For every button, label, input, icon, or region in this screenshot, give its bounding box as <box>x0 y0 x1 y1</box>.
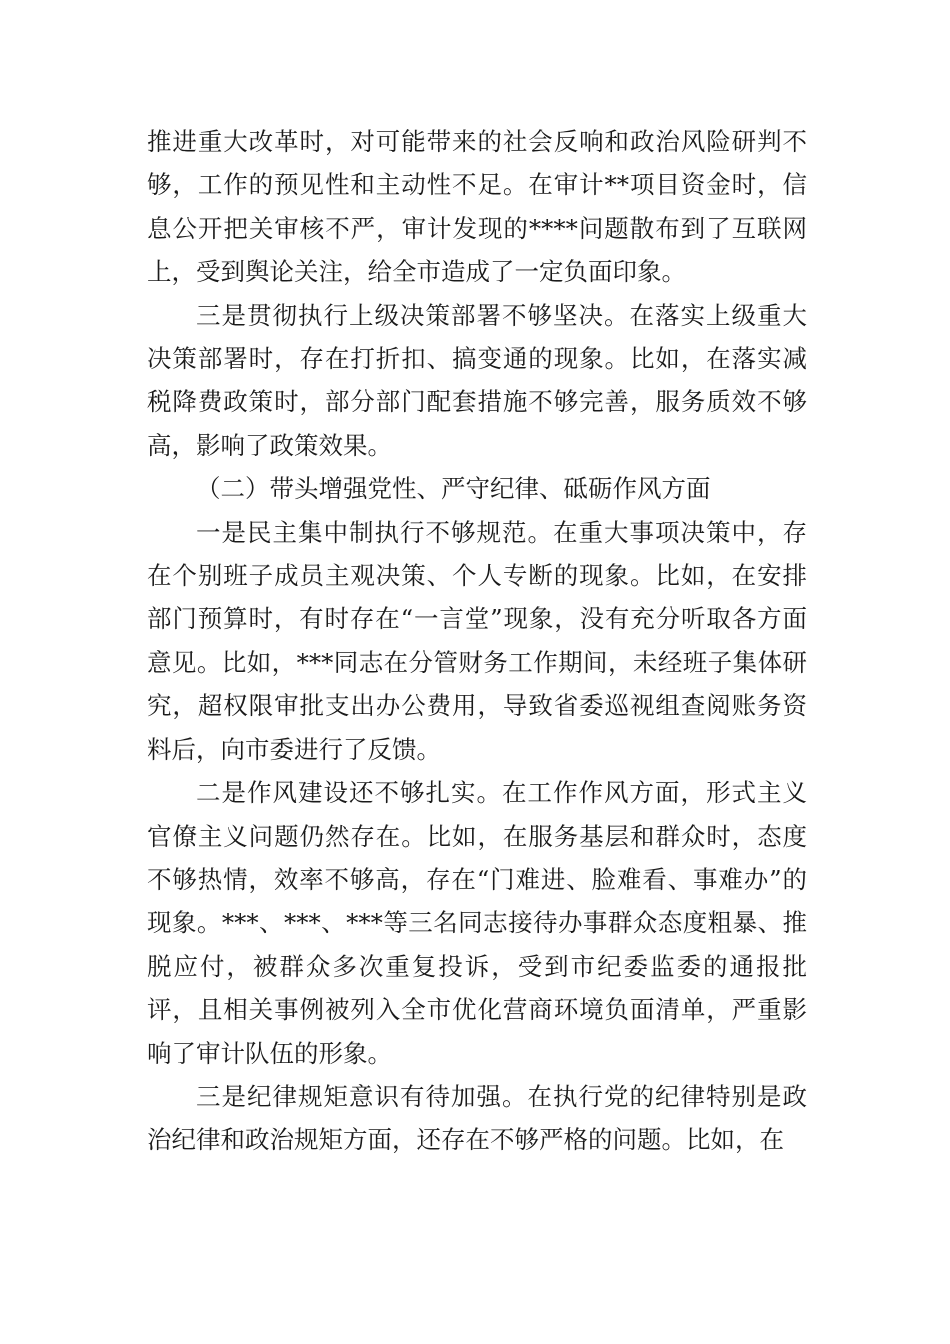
paragraph-continuation: 推进重大改革时，对可能带来的社会反响和政治风险研判不够，工作的预见性和主动性不足。在审计**项目资金时，信息公开把关审核不严，审计发现的****问题散布到了互联网上，受到舆论关注，给全市造成了一定负面印象。 <box>147 127 807 287</box>
document-body <box>147 120 807 1162</box>
paragraph-decision-deployment: 三是贯彻执行上级决策部署不够坚决。在落实上级重大决策部署时，存在打折扣、搞变通的现象。比如，在落实减税降费政策时，部分部门配套措施不够完善，服务质效不够高，影响了政策效果。 <box>147 300 807 460</box>
paragraph-work-style: 二是作风建设还不够扎实。在工作作风方面，形式主义官僚主义问题仍然存在。比如，在服务基层和群众时，态度不够热情，效率不够高，存在“门难进、脸难看、事难办”的现象。***、***、***等三名同志接待办事群众态度粗暴、推脱应付，被群众多次重复投诉，受到市纪委监委的通报批评，且相关事例被列入全市优化营商环境负面清单，严重影响了审计队伍的形象。 <box>147 778 807 1068</box>
paragraph-discipline: 三是纪律规矩意识有待加强。在执行党的纪律特别是政治纪律和政治规矩方面，还存在不够严格的问题。比如，在 <box>147 1081 807 1155</box>
paragraph-democratic-centralism: 一是民主集中制执行不够规范。在重大事项决策中，存在个别班子成员主观决策、个人专断的现象。比如，在安排部门预算时，有时存在“一言堂”现象，没有充分听取各方面意见。比如，***同志在分管财务工作期间，未经班子集体研究，超权限审批支出办公费用，导致省委巡视组查阅账务资料后，向市委进行了反馈。 <box>147 517 807 764</box>
section-heading: （二）带头增强党性、严守纪律、砥砺作风方面 <box>196 474 711 504</box>
